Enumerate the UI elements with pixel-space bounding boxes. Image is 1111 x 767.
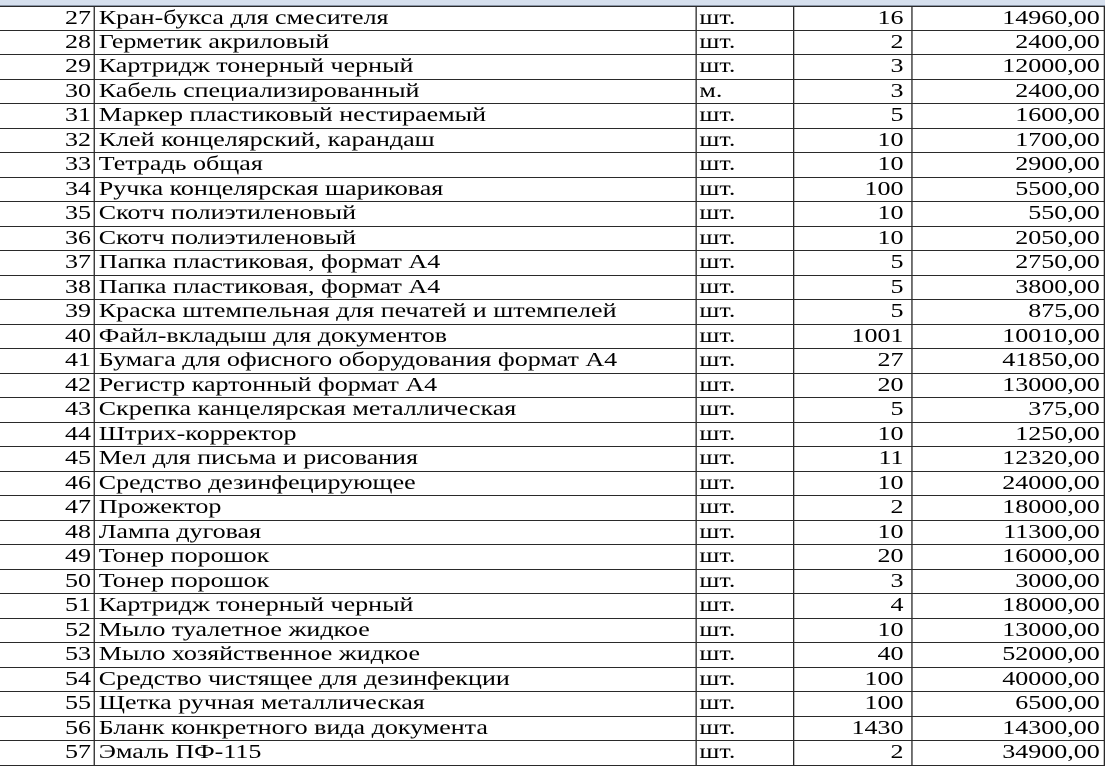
table-row [0, 619, 1105, 644]
quantity-cell: 27 [794, 349, 912, 373]
unit-cell: шт. [697, 374, 795, 398]
sum-cell: 12000,00 [913, 55, 1105, 79]
items-table [0, 6, 1105, 766]
unit-cell: шт. [697, 202, 795, 226]
unit-cell: шт. [697, 300, 795, 324]
table-row [0, 325, 1105, 350]
quantity-cell: 10 [794, 153, 912, 177]
row-number-cell: 27 [0, 7, 95, 30]
sum-cell: 375,00 [913, 398, 1105, 422]
quantity-cell: 4 [794, 594, 912, 618]
item-name-cell: Файл-вкладыш для документов [95, 325, 697, 349]
sum-cell: 550,00 [913, 202, 1105, 226]
table-row [0, 447, 1105, 472]
unit-cell: шт. [697, 741, 795, 765]
quantity-cell: 1001 [794, 325, 912, 349]
row-number-cell: 52 [0, 619, 95, 643]
unit-cell: шт. [697, 545, 795, 569]
unit-cell: шт. [697, 227, 795, 251]
quantity-cell: 16 [794, 7, 912, 30]
item-name-cell: Кабель специализированный [95, 80, 697, 104]
item-name-cell: Краска штемпельная для печатей и штемпелей [95, 300, 697, 324]
quantity-cell: 2 [794, 31, 912, 55]
quantity-cell: 2 [794, 496, 912, 520]
unit-cell: шт. [697, 423, 795, 447]
unit-cell: шт. [697, 692, 795, 716]
row-number-cell: 54 [0, 668, 95, 692]
sum-cell: 11300,00 [913, 521, 1105, 545]
sum-cell: 24000,00 [913, 472, 1105, 496]
row-number-cell: 31 [0, 104, 95, 128]
sum-cell: 2750,00 [913, 251, 1105, 275]
row-number-cell: 41 [0, 349, 95, 373]
quantity-cell: 100 [794, 692, 912, 716]
row-number-cell: 39 [0, 300, 95, 324]
item-name-cell: Тетрадь общая [95, 153, 697, 177]
item-name-cell: Щетка ручная металлическая [95, 692, 697, 716]
sum-cell: 875,00 [913, 300, 1105, 324]
item-name-cell: Мыло туалетное жидкое [95, 619, 697, 643]
sum-cell: 2400,00 [913, 80, 1105, 104]
quantity-cell: 10 [794, 472, 912, 496]
item-name-cell: Средство чистящее для дезинфекции [95, 668, 697, 692]
row-number-cell: 36 [0, 227, 95, 251]
quantity-cell: 20 [794, 545, 912, 569]
unit-cell: шт. [697, 521, 795, 545]
quantity-cell: 5 [794, 276, 912, 300]
table-row [0, 31, 1105, 56]
item-name-cell: Папка пластиковая, формат А4 [95, 276, 697, 300]
quantity-cell: 3 [794, 55, 912, 79]
item-name-cell: Клей концелярский, карандаш [95, 129, 697, 153]
unit-cell: шт. [697, 349, 795, 373]
row-number-cell: 55 [0, 692, 95, 716]
quantity-cell: 2 [794, 741, 912, 765]
table-row [0, 300, 1105, 325]
sum-cell: 2400,00 [913, 31, 1105, 55]
table-row [0, 349, 1105, 374]
item-name-cell: Бумага для офисного оборудования формат А4 [95, 349, 697, 373]
quantity-cell: 3 [794, 570, 912, 594]
row-number-cell: 33 [0, 153, 95, 177]
sum-cell: 1700,00 [913, 129, 1105, 153]
sum-cell: 34900,00 [913, 741, 1105, 765]
unit-cell: шт. [697, 251, 795, 275]
item-name-cell: Бланк конкретного вида документа [95, 717, 697, 741]
item-name-cell: Штрих-корректор [95, 423, 697, 447]
unit-cell: шт. [697, 668, 795, 692]
table-row [0, 80, 1105, 105]
table-row [0, 717, 1105, 742]
row-number-cell: 53 [0, 643, 95, 667]
table-row [0, 496, 1105, 521]
item-name-cell: Ручка концелярская шариковая [95, 178, 697, 202]
quantity-cell: 5 [794, 104, 912, 128]
unit-cell: шт. [697, 55, 795, 79]
sum-cell: 13000,00 [913, 374, 1105, 398]
row-number-cell: 57 [0, 741, 95, 765]
sum-cell: 12320,00 [913, 447, 1105, 471]
quantity-cell: 10 [794, 521, 912, 545]
table-row [0, 398, 1105, 423]
unit-cell: шт. [697, 31, 795, 55]
sum-cell: 3800,00 [913, 276, 1105, 300]
quantity-cell: 20 [794, 374, 912, 398]
item-name-cell: Лампа дуговая [95, 521, 697, 545]
quantity-cell: 10 [794, 227, 912, 251]
table-row [0, 521, 1105, 546]
item-name-cell: Прожектор [95, 496, 697, 520]
unit-cell: шт. [697, 153, 795, 177]
unit-cell: шт. [697, 276, 795, 300]
row-number-cell: 37 [0, 251, 95, 275]
table-row [0, 227, 1105, 252]
table-row [0, 692, 1105, 717]
item-name-cell: Герметик акриловый [95, 31, 697, 55]
unit-cell: шт. [697, 496, 795, 520]
row-number-cell: 35 [0, 202, 95, 226]
unit-cell: шт. [697, 178, 795, 202]
item-name-cell: Скотч полиэтиленовый [95, 202, 697, 226]
sum-cell: 1600,00 [913, 104, 1105, 128]
table-row [0, 129, 1105, 154]
quantity-cell: 100 [794, 668, 912, 692]
table-row [0, 276, 1105, 301]
item-name-cell: Тонер порошок [95, 570, 697, 594]
table-row [0, 104, 1105, 129]
table-row [0, 6, 1105, 31]
table-row [0, 423, 1105, 448]
sum-cell: 5500,00 [913, 178, 1105, 202]
quantity-cell: 10 [794, 129, 912, 153]
item-name-cell: Тонер порошок [95, 545, 697, 569]
unit-cell: шт. [697, 398, 795, 422]
item-name-cell: Картридж тонерный черный [95, 55, 697, 79]
unit-cell: шт. [697, 325, 795, 349]
row-number-cell: 49 [0, 545, 95, 569]
sum-cell: 16000,00 [913, 545, 1105, 569]
sum-cell: 1250,00 [913, 423, 1105, 447]
item-name-cell: Скотч полиэтиленовый [95, 227, 697, 251]
unit-cell: шт. [697, 129, 795, 153]
row-number-cell: 45 [0, 447, 95, 471]
row-number-cell: 42 [0, 374, 95, 398]
unit-cell: шт. [697, 594, 795, 618]
unit-cell: шт. [697, 619, 795, 643]
item-name-cell: Средство дезинфецирующее [95, 472, 697, 496]
unit-cell: шт. [697, 104, 795, 128]
row-number-cell: 38 [0, 276, 95, 300]
quantity-cell: 11 [794, 447, 912, 471]
sum-cell: 40000,00 [913, 668, 1105, 692]
unit-cell: м. [697, 80, 795, 104]
table-row [0, 545, 1105, 570]
unit-cell: шт. [697, 570, 795, 594]
item-name-cell: Скрепка канцелярская металлическая [95, 398, 697, 422]
unit-cell: шт. [697, 472, 795, 496]
table-body [0, 6, 1105, 766]
unit-cell: шт. [697, 7, 795, 30]
quantity-cell: 5 [794, 398, 912, 422]
quantity-cell: 100 [794, 178, 912, 202]
quantity-cell: 10 [794, 619, 912, 643]
sum-cell: 6500,00 [913, 692, 1105, 716]
row-number-cell: 56 [0, 717, 95, 741]
row-number-cell: 47 [0, 496, 95, 520]
table-row [0, 570, 1105, 595]
row-number-cell: 30 [0, 80, 95, 104]
table-row [0, 668, 1105, 693]
sum-cell: 14960,00 [913, 7, 1105, 30]
unit-cell: шт. [697, 643, 795, 667]
item-name-cell: Мыло хозяйственное жидкое [95, 643, 697, 667]
quantity-cell: 1430 [794, 717, 912, 741]
row-number-cell: 43 [0, 398, 95, 422]
table-row [0, 374, 1105, 399]
quantity-cell: 3 [794, 80, 912, 104]
item-name-cell: Картридж тонерный черный [95, 594, 697, 618]
unit-cell: шт. [697, 717, 795, 741]
row-number-cell: 34 [0, 178, 95, 202]
quantity-cell: 40 [794, 643, 912, 667]
quantity-cell: 10 [794, 202, 912, 226]
sum-cell: 10010,00 [913, 325, 1105, 349]
table-row [0, 251, 1105, 276]
sum-cell: 41850,00 [913, 349, 1105, 373]
table-row [0, 643, 1105, 668]
row-number-cell: 51 [0, 594, 95, 618]
table-row [0, 741, 1105, 766]
item-name-cell: Маркер пластиковый нестираемый [95, 104, 697, 128]
sum-cell: 13000,00 [913, 619, 1105, 643]
row-number-cell: 28 [0, 31, 95, 55]
table-row [0, 202, 1105, 227]
row-number-cell: 44 [0, 423, 95, 447]
table-row [0, 472, 1105, 497]
table-row [0, 178, 1105, 203]
row-number-cell: 46 [0, 472, 95, 496]
quantity-cell: 5 [794, 251, 912, 275]
row-number-cell: 50 [0, 570, 95, 594]
item-name-cell: Мел для письма и рисования [95, 447, 697, 471]
sum-cell: 18000,00 [913, 496, 1105, 520]
quantity-cell: 5 [794, 300, 912, 324]
item-name-cell: Эмаль ПФ-115 [95, 741, 697, 765]
sum-cell: 3000,00 [913, 570, 1105, 594]
quantity-cell: 10 [794, 423, 912, 447]
sum-cell: 52000,00 [913, 643, 1105, 667]
row-number-cell: 29 [0, 55, 95, 79]
table-row [0, 594, 1105, 619]
item-name-cell: Регистр картонный формат А4 [95, 374, 697, 398]
sum-cell: 2900,00 [913, 153, 1105, 177]
item-name-cell: Папка пластиковая, формат А4 [95, 251, 697, 275]
table-row [0, 153, 1105, 178]
sum-cell: 18000,00 [913, 594, 1105, 618]
unit-cell: шт. [697, 447, 795, 471]
sum-cell: 2050,00 [913, 227, 1105, 251]
table-row [0, 55, 1105, 80]
sum-cell: 14300,00 [913, 717, 1105, 741]
row-number-cell: 32 [0, 129, 95, 153]
row-number-cell: 48 [0, 521, 95, 545]
row-number-cell: 40 [0, 325, 95, 349]
item-name-cell: Кран-букса для смесителя [95, 7, 697, 30]
